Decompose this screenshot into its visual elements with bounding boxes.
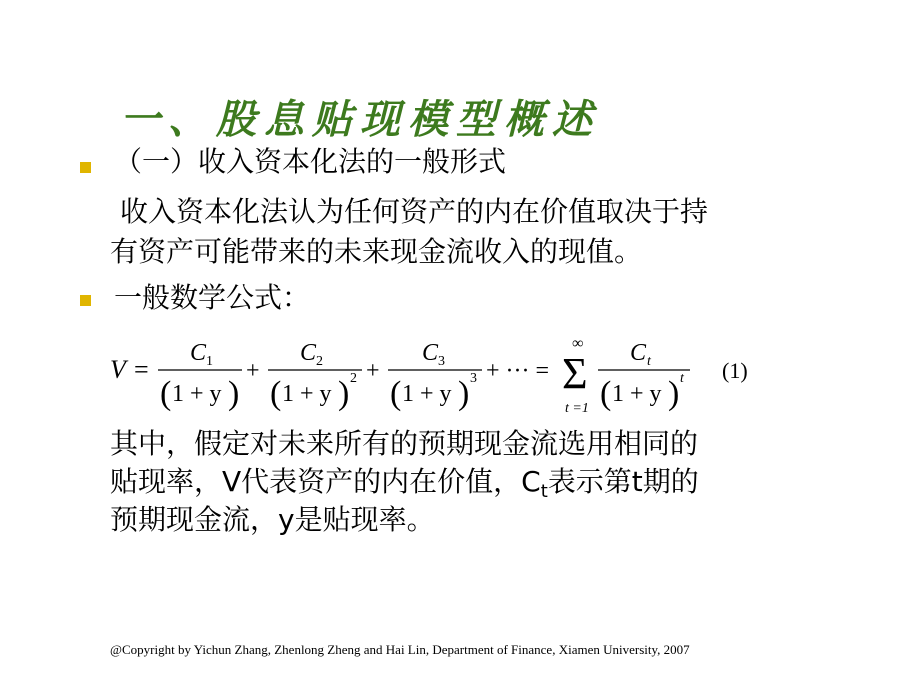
- denominator-3-exp: 3: [470, 371, 477, 386]
- denominator-t-exp: t: [680, 371, 684, 386]
- denominator-1-body: 1 + y: [172, 381, 222, 407]
- denominator-t-open: (: [600, 375, 612, 412]
- explanation-line-1: 其中，假定对未来所有的预期现金流选用相同的: [110, 427, 699, 460]
- section-heading: （一）收入资本化法的一般形式: [114, 145, 507, 178]
- numerator-c1-sub: 1: [206, 354, 213, 369]
- numerator-c3-sub: 3: [438, 354, 445, 369]
- dividend-discount-formula: [110, 330, 790, 420]
- formula-v: V: [110, 355, 126, 384]
- denominator-1-close: ): [228, 375, 240, 412]
- denominator-3-open: (: [390, 375, 402, 412]
- numerator-ct-sub: t: [647, 354, 651, 369]
- denominator-2-close: ): [338, 375, 350, 412]
- sigma-upper-limit: ∞: [572, 335, 584, 352]
- formula-plus-2: +: [366, 358, 380, 384]
- numerator-c2-sub: 2: [316, 354, 323, 369]
- denominator-t-close: ): [668, 375, 680, 412]
- slide-title: 一、股息贴现模型概述: [120, 96, 600, 143]
- explanation-line-3: 预期现金流，y是贴现率。: [110, 503, 435, 536]
- denominator-3-body: 1 + y: [402, 381, 452, 407]
- formula-ellipsis-equals: + ··· =: [486, 358, 550, 384]
- explanation-line-2-end: 表示第t期的: [547, 465, 699, 498]
- denominator-3-close: ): [458, 375, 470, 412]
- formula-plus-1: +: [246, 358, 260, 384]
- equation-number: (1): [722, 358, 748, 383]
- denominator-1-open: (: [160, 375, 172, 412]
- denominator-2-exp: 2: [350, 371, 357, 386]
- explanation-ct-subscript: t: [540, 481, 548, 502]
- denominator-2-open: (: [270, 375, 282, 412]
- bullet-marker-1: [80, 162, 91, 173]
- summation-symbol: Σ: [562, 349, 588, 398]
- numerator-c2: C: [300, 340, 317, 366]
- explanation-line-2-start: 贴现率，V代表资产的内在价值，C: [110, 465, 541, 498]
- numerator-c3: C: [422, 340, 439, 366]
- denominator-t-body: 1 + y: [612, 381, 662, 407]
- formula-equals-1: =: [134, 355, 149, 384]
- numerator-c1: C: [190, 340, 207, 366]
- paragraph-line-2: 有资产可能带来的未来现金流收入的现值。: [110, 235, 643, 268]
- bullet-marker-2: [80, 295, 91, 306]
- paragraph-line-1: 收入资本化法认为任何资产的内在价值取决于持: [120, 195, 709, 228]
- sigma-lower-limit: t =1: [565, 401, 589, 416]
- denominator-2-body: 1 + y: [282, 381, 332, 407]
- numerator-ct: C: [630, 340, 647, 366]
- copyright-footer: @Copyright by Yichun Zhang, Zhenlong Zheng and Hai Lin, Department of Finance, Xiamen University, 2007: [110, 642, 690, 657]
- formula-heading: 一般数学公式：: [114, 281, 311, 314]
